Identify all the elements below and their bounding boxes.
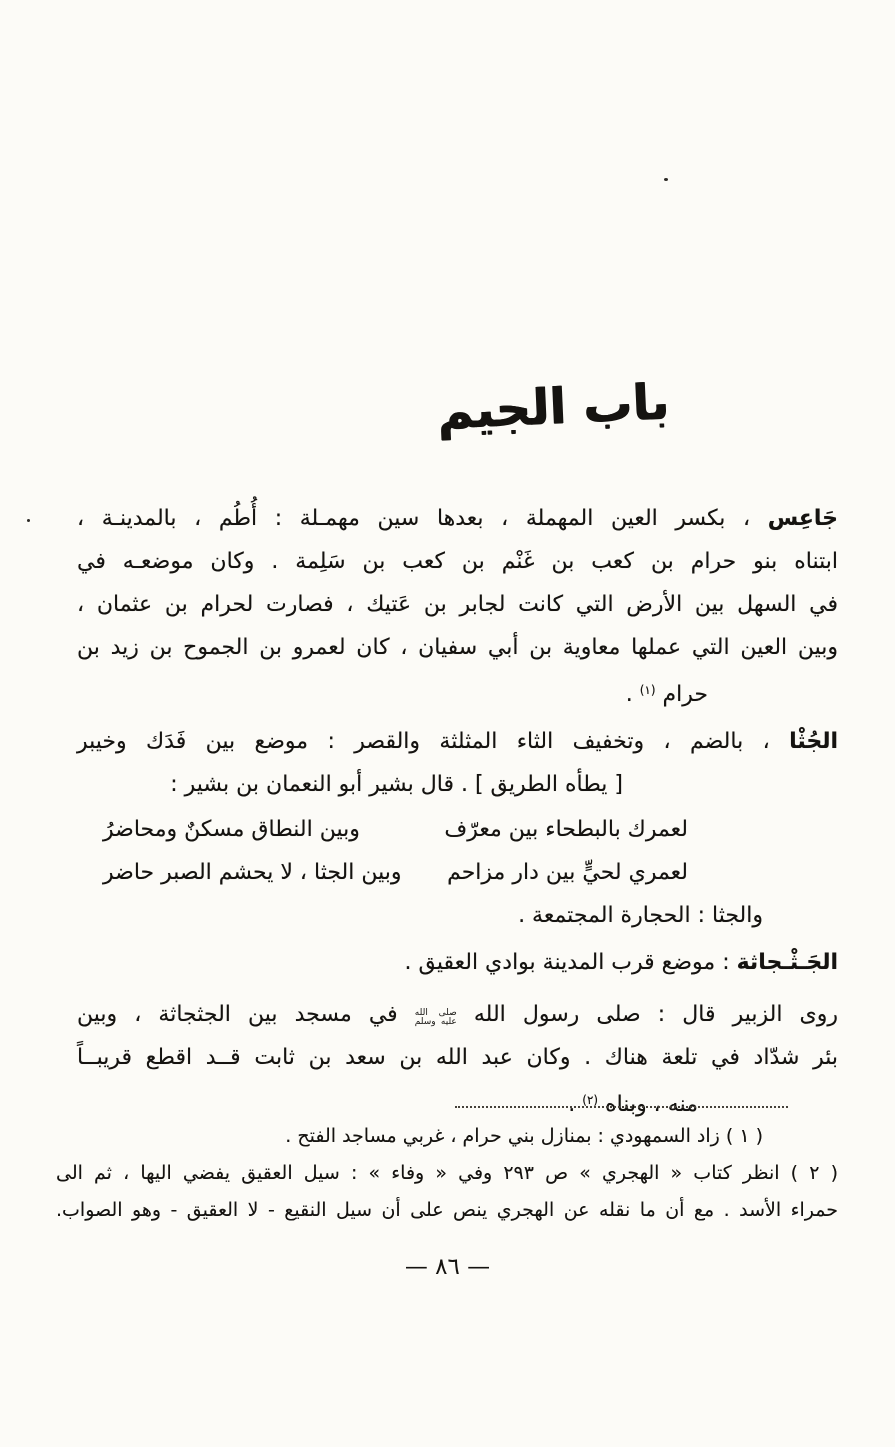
entry-line: والجثا : الحجارة المجتمعة . [518,903,763,928]
entry-line [77,941,838,984]
verse-line [103,851,688,894]
footnote-reference-1: (١) [639,683,656,697]
entry-text: حرام [662,682,708,707]
verse-line [103,808,688,851]
main-text-block [77,497,838,1126]
entry-jais [77,497,838,716]
footnote-line: ( ١ ) زاد السمهودي : بمنازل بني حرام ، غربي مساجد الفتح . [285,1125,763,1147]
saw-bottom-text: عليه وسلم [414,1017,457,1027]
footnotes-block [56,1106,838,1229]
entry-line: ابتناه بنو حرام بن كعب بن غَنْم بن كعب بن سَلِمة . وكان موضعـه في [77,549,838,574]
sallallahu-alayhi-wasallam-ligature [415,1009,457,1028]
entry-jathjatha [77,941,838,984]
scan-speck [664,178,668,181]
entry-text: ، بكسر العين المهملة ، بعدها سين مهمـلة : أُطُم ، بالمدينـة ، [77,506,768,531]
entry-line [77,669,838,716]
entry-line [77,497,838,540]
footnote-line: ( ٢ ) انظر كتاب « الهجري » ص ٢٩٣ وفي « وفاء » : سيل العقيق يفضي اليها ، ثم الى [56,1162,838,1184]
entry-text: ، بالضم ، وتخفيف الثاء المثلثة والقصر : موضع بين فَدَك وخيبر [77,729,790,754]
entry-text: . [568,1092,583,1117]
entry-headword: الجُثْا [789,729,838,754]
verse-second-hemistich: وبين الجثا ، لا يحشم الصبر حاضر [103,860,402,885]
footnote-separator [455,1106,788,1108]
entry-text: روى الزبير قال : صلى رسول الله [473,1002,838,1027]
chapter-title: باب الجيم [436,373,671,441]
poetry-block [77,808,838,894]
entry-line: بئر شدّاد في تلعة هناك . وكان عبد الله بن سعد بن ثابت قــد اقطع قريبــاً [77,1045,838,1070]
entry-headword: الجَـثْـجاثة [736,950,838,975]
entry-jutha [77,720,838,937]
footnote-reference-2: (٢) [582,1093,599,1107]
scan-speck [27,519,30,522]
entry-text: : موضع قرب المدينة بوادي العقيق . [404,950,737,975]
footnote-line: حمراء الأسد . مع أن ما نقله عن الهجري ينص على أن سيل النقيع - لا العقيق - وهو الصواب. [56,1199,838,1221]
verse-first-hemistich: لعمرك بالبطحاء بين معرّف [444,817,688,842]
entry-text: منه ، وبناه [605,1092,698,1117]
entry-line: وبين العين التي عملها معاوية بن أبي سفيان ، كان لعمرو بن الجموح بن زيد بن [77,635,838,660]
entry-line: [ يطأه الطريق ] . قال بشير أبو النعمان بن بشير : [170,772,623,797]
saw-top-text: صلى الله [414,1007,457,1018]
entry-text: . [625,682,640,707]
entry-line [77,993,838,1036]
entry-headword: جَاعِس [767,506,838,531]
verse-first-hemistich: لعمري لحيٍّ بين دار مزاحم [447,860,688,885]
verse-second-hemistich: وبين النطاق مسكنٌ ومحاضرُ [103,817,360,842]
entry-line [77,720,838,763]
entry-line: في السهل بين الأرض التي كانت لجابر بن عَتيك ، فصارت لحرام بن عثمان ، [77,592,838,617]
entry-text: في مسجد بين الجثجاثة ، وبين [77,1002,398,1027]
page-number: — ٨٦ — [404,1254,491,1280]
